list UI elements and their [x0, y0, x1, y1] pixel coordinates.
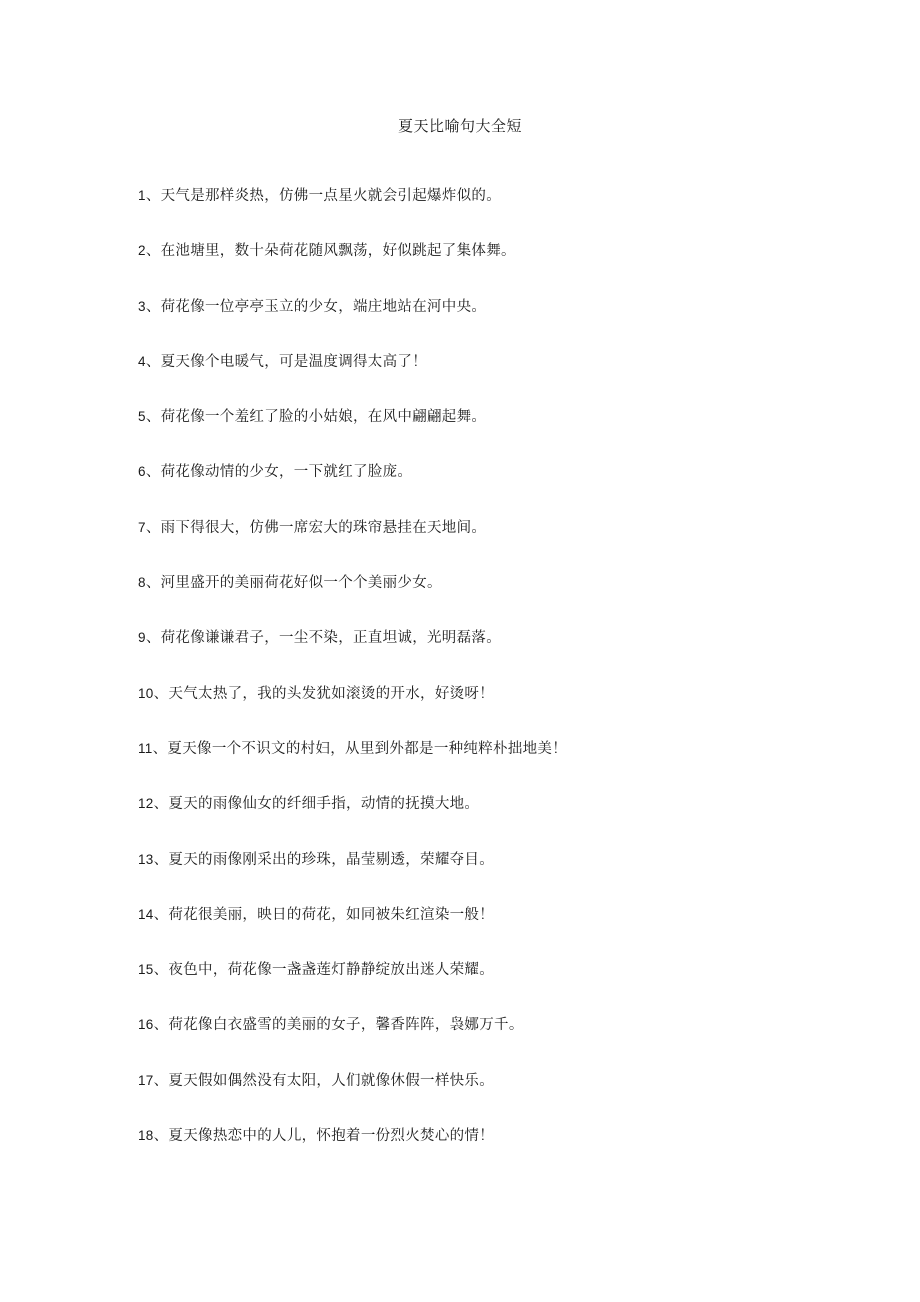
item-number: 9 — [138, 630, 146, 646]
list-item — [138, 516, 838, 571]
item-number: 12 — [138, 796, 154, 812]
item-number: 4 — [138, 353, 146, 369]
item-number: 14 — [138, 906, 154, 922]
item-number: 7 — [138, 519, 146, 535]
item-text: 、夏天假如偶然没有太阳，人们就像休假一样快乐。 — [153, 1072, 495, 1089]
item-text: 、河里盛开的美丽荷花好似一个个美丽少女。 — [145, 575, 442, 592]
item-number: 3 — [138, 298, 146, 314]
item-text: 、夏天像一个不识文的村妇，从里到外都是一种纯粹朴拙地美！ — [152, 740, 568, 757]
list-item — [138, 626, 838, 681]
item-number: 11 — [138, 740, 153, 756]
item-text: 、夏天像个电暖气，可是温度调得太高了！ — [145, 353, 428, 370]
item-text: 、夏天的雨像刚采出的珍珠，晶莹剔透，荣耀夺目。 — [153, 851, 495, 868]
item-text: 、荷花像白衣盛雪的美丽的女子，馨香阵阵，袅娜万千。 — [153, 1017, 524, 1034]
list-item — [138, 350, 838, 405]
item-text: 、雨下得很大，仿佛一席宏大的珠帘悬挂在天地间。 — [145, 519, 487, 536]
list-item — [138, 1069, 838, 1124]
item-number: 18 — [138, 1128, 154, 1144]
item-text: 、荷花很美丽，映日的荷花，如同被朱红渲染一般！ — [153, 906, 495, 923]
sentence-list — [138, 184, 838, 1179]
item-number: 6 — [138, 464, 146, 480]
list-item — [138, 295, 838, 350]
list-item — [138, 958, 838, 1013]
item-text: 、荷花像动情的少女，一下就红了脸庞。 — [145, 464, 413, 481]
item-number: 8 — [138, 575, 146, 591]
item-text: 、夏天像热恋中的人儿，怀抱着一份烈火焚心的情！ — [153, 1128, 495, 1145]
item-text: 、在池塘里，数十朵荷花随风飘荡，好似跳起了集体舞。 — [145, 243, 516, 260]
list-item — [138, 903, 838, 958]
list-item — [138, 460, 838, 515]
item-number: 2 — [138, 243, 146, 259]
list-item — [138, 1013, 838, 1068]
item-text: 、天气太热了，我的头发犹如滚烫的开水，好烫呀！ — [153, 685, 495, 702]
list-item — [138, 405, 838, 460]
item-text: 、荷花像一位亭亭玉立的少女，端庄地站在河中央。 — [145, 298, 487, 315]
item-text: 、夏天的雨像仙女的纤细手指，动情的抚摸大地。 — [153, 796, 480, 813]
list-item — [138, 737, 838, 792]
page-title: 夏天比喻句大全短 — [397, 117, 522, 135]
item-number: 13 — [138, 851, 154, 867]
item-number: 1 — [138, 188, 146, 203]
list-item — [138, 571, 838, 626]
item-text: 、荷花像一个羞红了脸的小姑娘，在风中翩翩起舞。 — [145, 409, 487, 426]
item-text: 、荷花像谦谦君子，一尘不染，正直坦诚，光明磊落。 — [145, 630, 502, 647]
item-text: 、夜色中，荷花像一盏盏莲灯静静绽放出迷人荣耀。 — [153, 962, 495, 979]
item-number: 10 — [138, 685, 154, 701]
list-item — [138, 792, 838, 847]
list-item — [138, 682, 838, 737]
item-number: 17 — [138, 1072, 154, 1088]
item-text: 、天气是那样炎热，仿佛一点星火就会引起爆炸似的。 — [145, 188, 502, 204]
item-number: 16 — [138, 1017, 154, 1033]
item-number: 5 — [138, 409, 146, 425]
list-item — [138, 1124, 838, 1179]
item-number: 15 — [138, 962, 154, 978]
list-item — [138, 848, 838, 903]
list-item — [138, 239, 838, 294]
list-item — [138, 184, 838, 239]
